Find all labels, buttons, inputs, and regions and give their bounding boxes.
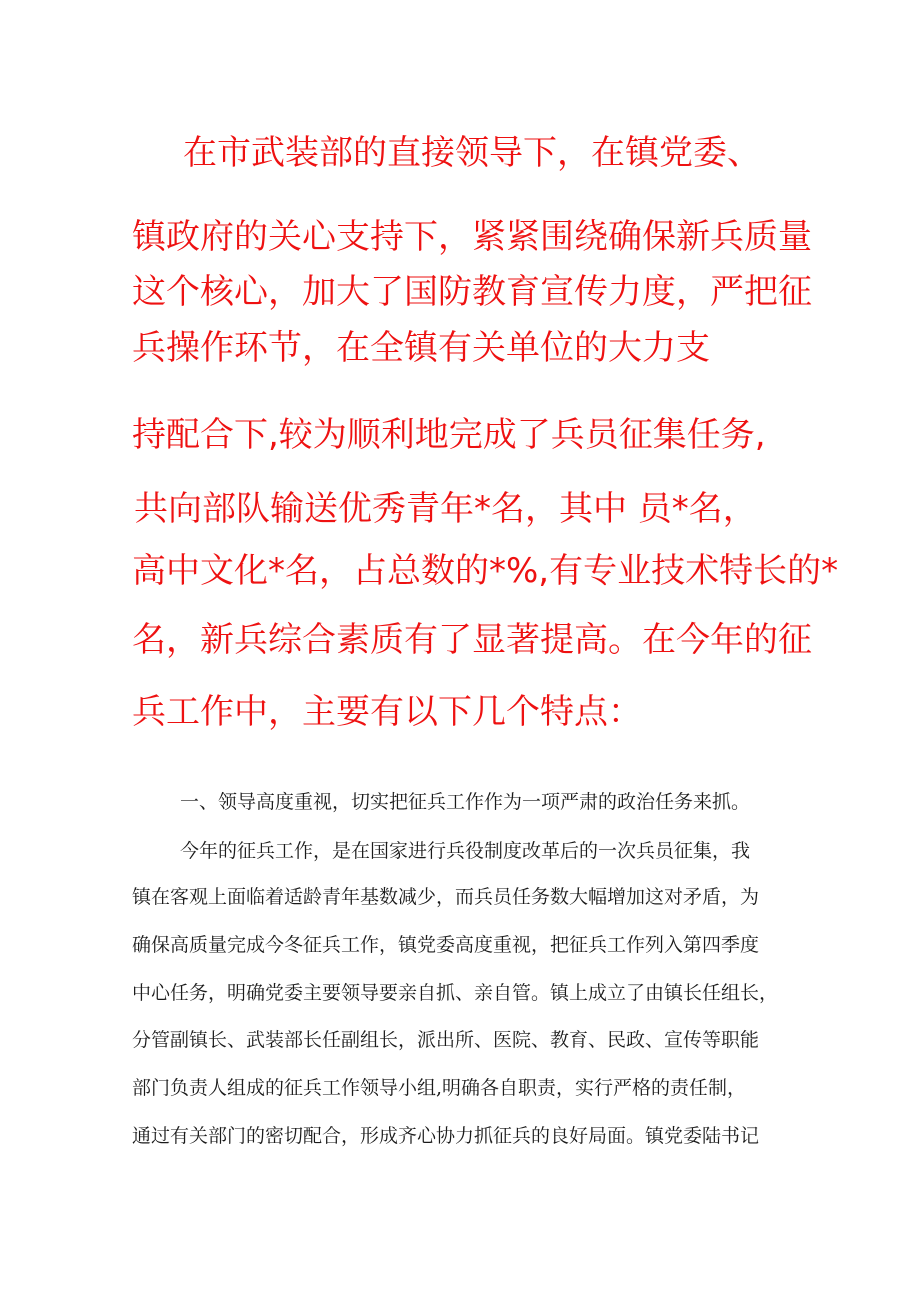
highlighted-line: 高中文化*名，占总数的*%,有专业技术特长的* [132,551,839,591]
highlighted-line: 在市武装部的直接领导下，在镇党委、 [183,133,761,173]
highlighted-line: 镇政府的关心支持下，紧紧围绕确保新兵质量 [132,217,812,257]
body-line: 确保高质量完成今冬征兵工作，镇党委高度重视，把征兵工作列入第四季度 [132,934,760,956]
highlighted-line: 持配合下,较为顺利地完成了兵员征集任务, [132,415,766,455]
body-line: 分管副镇长、武装部长任副组长，派出所、医院、教育、民政、宣传等职能 [132,1029,760,1051]
highlighted-line: 名，新兵综合素质有了显著提高。在今年的征 [132,620,812,660]
body-line: 今年的征兵工作，是在国家进行兵役制度改革后的一次兵员征集，我 [180,840,751,862]
highlighted-line: 兵操作环节，在全镇有关单位的大力支 [132,328,710,368]
highlighted-line: 这个核心，加大了国防教育宣传力度，严把征 [132,272,812,312]
highlighted-line: 共向部队输送优秀青年*名，其中 员*名， [134,489,757,529]
section-heading: 一、领导高度重视，切实把征兵工作作为一项严肃的政治任务来抓。 [180,791,751,813]
body-line: 镇在客观上面临着适龄青年基数减少，而兵员任务数大幅增加这对矛盾，为 [132,886,760,908]
body-line: 通过有关部门的密切配合，形成齐心协力抓征兵的良好局面。镇党委陆书记 [132,1125,760,1147]
highlighted-line: 兵工作中，主要有以下几个特点： [132,692,642,732]
body-line: 中心任务，明确党委主要领导要亲自抓、亲自管。镇上成立了由镇长任组长， [132,982,779,1004]
body-line: 部门负责人组成的征兵工作领导小组,明确各自职责，实行严格的责任制， [132,1077,747,1099]
